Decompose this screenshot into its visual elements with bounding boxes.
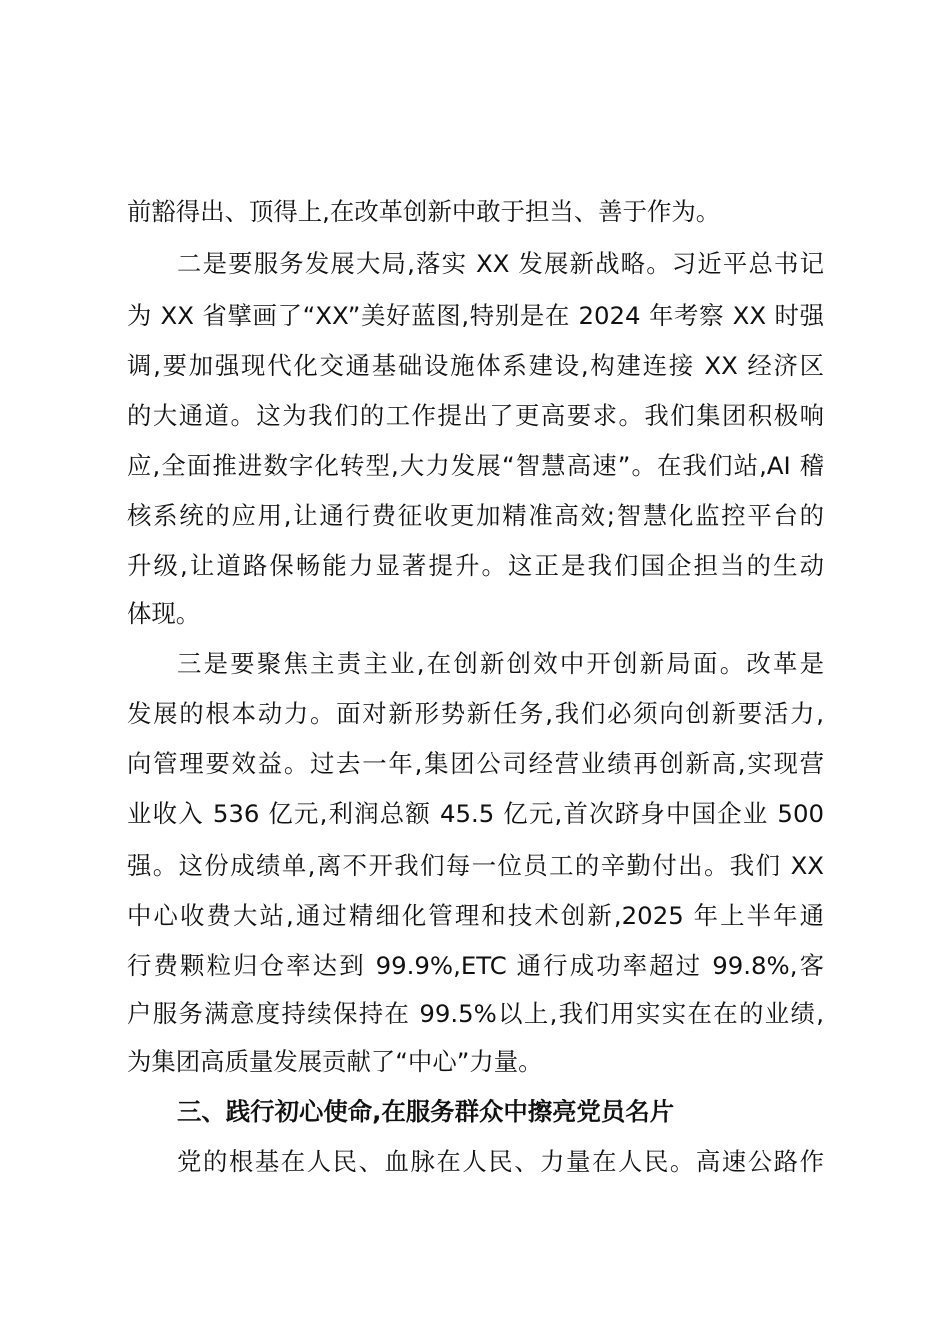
text-line: 升级,让道路保畅能力显著提升。这正是我们国企担当的生动 (127, 551, 824, 580)
text-line: 为 XX 省擘画了“XX”美好蓝图,特别是在 2024 年考察 XX 时强 (127, 301, 824, 330)
text-line: 应,全面推进数字化转型,大力发展“智慧高速”。在我们站,AI 稽 (127, 451, 824, 480)
text-line: 发展的根本动力。面对新形势新任务,我们必须向创新要活力, (127, 699, 824, 728)
text-line: 三是要聚焦主责主业,在创新创效中开创新局面。改革是 (177, 649, 824, 678)
text-line: 前豁得出、顶得上,在改革创新中敢于担当、善于作为。 (127, 197, 721, 226)
text-line: 为集团高质量发展贡献了“中心”力量。 (127, 1047, 543, 1076)
text-line: 行费颗粒归仓率达到 99.9%,ETC 通行成功率超过 99.8%,客 (127, 951, 824, 980)
text-line: 党的根基在人民、血脉在人民、力量在人民。高速公路作 (177, 1147, 824, 1176)
text-line: 的大通道。这为我们的工作提出了更高要求。我们集团积极响 (127, 401, 824, 430)
text-line: 向管理要效益。过去一年,集团公司经营业绩再创新高,实现营 (127, 749, 824, 778)
section-heading: 三、践行初心使命,在服务群众中擦亮党员名片 (177, 1097, 675, 1126)
text-line: 二是要服务发展大局,落实 XX 发展新战略。习近平总书记 (177, 249, 824, 278)
text-line: 核系统的应用,让通行费征收更加精准高效;智慧化监控平台的 (127, 501, 824, 530)
text-line: 业收入 536 亿元,利润总额 45.5 亿元,首次跻身中国企业 500 (127, 799, 824, 828)
text-line: 调,要加强现代化交通基础设施体系建设,构建连接 XX 经济区 (127, 351, 824, 380)
text-line: 中心收费大站,通过精细化管理和技术创新,2025 年上半年通 (127, 901, 824, 930)
text-line: 强。这份成绩单,离不开我们每一位员工的辛勤付出。我们 XX (127, 851, 824, 880)
text-line: 体现。 (127, 599, 201, 628)
text-line: 户服务满意度持续保持在 99.5%以上,我们用实实在在的业绩, (127, 999, 824, 1028)
